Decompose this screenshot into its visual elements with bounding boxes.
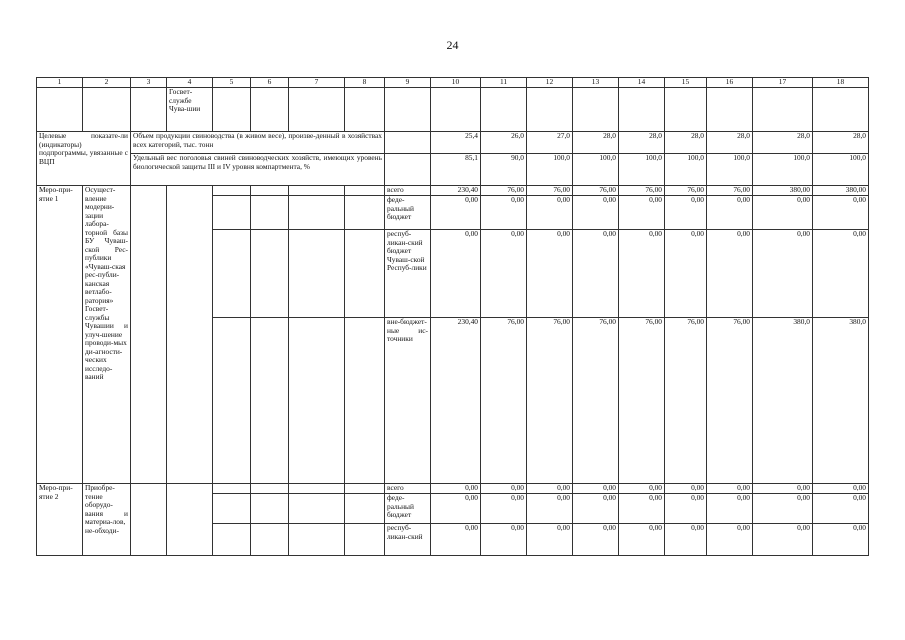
indicator-value: 100,0 bbox=[707, 154, 753, 186]
amount: 0,00 bbox=[813, 196, 869, 230]
amount: 380,00 bbox=[813, 186, 869, 196]
indicator-value: 90,0 bbox=[481, 154, 527, 186]
column-number: 7 bbox=[289, 78, 345, 88]
amount: 76,00 bbox=[619, 318, 665, 484]
indicator-value: 100,0 bbox=[665, 154, 707, 186]
source-name: вне-бюджет-ные ис-точники bbox=[385, 318, 431, 484]
amount: 0,00 bbox=[753, 524, 813, 556]
amount: 0,00 bbox=[619, 494, 665, 524]
amount: 0,00 bbox=[527, 484, 573, 494]
amount: 76,00 bbox=[527, 186, 573, 196]
measure-description: Осущест-вление модерни-зации лабора-торной базы БУ Чуваш-ской Рес-публики «Чуваш-ская рес-публи-канская ветлабо-ратория» Госвет-службы Чувашии и улуч-шение проводи-мых ди-агности-ческих исследо-ваний bbox=[83, 186, 131, 484]
measure-description: Приобре-тение оборудо-вания и материа-лов, не-обходи- bbox=[83, 484, 131, 556]
amount: 0,00 bbox=[573, 524, 619, 556]
amount: 76,00 bbox=[573, 186, 619, 196]
amount: 0,00 bbox=[665, 484, 707, 494]
column-number: 17 bbox=[753, 78, 813, 88]
amount: 0,00 bbox=[665, 196, 707, 230]
amount: 0,00 bbox=[813, 230, 869, 318]
source-name: всего bbox=[385, 186, 431, 196]
indicator-value: 28,0 bbox=[813, 132, 869, 154]
amount: 0,00 bbox=[573, 230, 619, 318]
amount: 0,00 bbox=[753, 230, 813, 318]
measure-label: Меро-при-ятие 1 bbox=[37, 186, 83, 484]
amount: 0,00 bbox=[481, 524, 527, 556]
column-number: 18 bbox=[813, 78, 869, 88]
measure-label: Меро-при-ятие 2 bbox=[37, 484, 83, 556]
amount: 0,00 bbox=[527, 494, 573, 524]
amount: 0,00 bbox=[573, 196, 619, 230]
indicator-value: 28,0 bbox=[619, 132, 665, 154]
source-name: всего bbox=[385, 484, 431, 494]
program-table bbox=[36, 77, 869, 556]
amount: 0,00 bbox=[707, 484, 753, 494]
amount: 0,00 bbox=[481, 196, 527, 230]
amount: 76,00 bbox=[619, 186, 665, 196]
amount: 0,00 bbox=[813, 524, 869, 556]
indicator-value: 100,0 bbox=[753, 154, 813, 186]
amount: 230,40 bbox=[431, 318, 481, 484]
amount: 0,00 bbox=[619, 524, 665, 556]
amount: 0,00 bbox=[753, 196, 813, 230]
amount: 380,0 bbox=[753, 318, 813, 484]
indicator-value: 26,0 bbox=[481, 132, 527, 154]
indicators-label: Целевые показате-ли (индикаторы) подпрограммы, увязанные с ВЦП bbox=[37, 132, 131, 186]
indicator-value: 100,0 bbox=[527, 154, 573, 186]
source-name: феде-ральный бюджет bbox=[385, 196, 431, 230]
amount: 0,00 bbox=[431, 494, 481, 524]
column-number: 8 bbox=[345, 78, 385, 88]
column-number: 11 bbox=[481, 78, 527, 88]
indicator-value: 28,0 bbox=[573, 132, 619, 154]
source-name: респуб-ликан-ский бюджет Чуваш-ской Респуб-лики bbox=[385, 230, 431, 318]
amount: 0,00 bbox=[707, 524, 753, 556]
continued-header-row bbox=[37, 88, 869, 132]
column-number: 14 bbox=[619, 78, 665, 88]
indicator-value: 28,0 bbox=[665, 132, 707, 154]
column-number: 10 bbox=[431, 78, 481, 88]
amount: 0,00 bbox=[481, 230, 527, 318]
column-number-row bbox=[37, 78, 869, 88]
amount: 230,40 bbox=[431, 186, 481, 196]
source-row bbox=[37, 484, 869, 494]
column-number: 15 bbox=[665, 78, 707, 88]
amount: 0,00 bbox=[707, 196, 753, 230]
amount: 0,00 bbox=[431, 230, 481, 318]
column-number: 9 bbox=[385, 78, 431, 88]
source-name: респуб-ликан-ский bbox=[385, 524, 431, 556]
amount: 0,00 bbox=[707, 494, 753, 524]
amount: 0,00 bbox=[481, 494, 527, 524]
indicator-value: 100,0 bbox=[573, 154, 619, 186]
indicator-text: Объем продукции свиноводства (в живом весе), произве-денный в хозяйствах всех категорий, тыс. тонн bbox=[131, 132, 385, 154]
amount: 0,00 bbox=[619, 484, 665, 494]
amount: 0,00 bbox=[665, 494, 707, 524]
amount: 0,00 bbox=[481, 484, 527, 494]
column-number: 12 bbox=[527, 78, 573, 88]
amount: 0,00 bbox=[619, 196, 665, 230]
amount: 380,0 bbox=[813, 318, 869, 484]
indicator-value: 100,0 bbox=[813, 154, 869, 186]
column-number: 2 bbox=[83, 78, 131, 88]
indicator-value: 100,0 bbox=[619, 154, 665, 186]
column-number: 16 bbox=[707, 78, 753, 88]
amount: 0,00 bbox=[665, 524, 707, 556]
indicator-value: 28,0 bbox=[753, 132, 813, 154]
indicator-value: 85,1 bbox=[431, 154, 481, 186]
amount: 0,00 bbox=[527, 230, 573, 318]
column-number: 4 bbox=[167, 78, 213, 88]
column-number: 6 bbox=[251, 78, 289, 88]
amount: 380,00 bbox=[753, 186, 813, 196]
amount: 0,00 bbox=[573, 494, 619, 524]
amount: 0,00 bbox=[813, 484, 869, 494]
amount: 0,00 bbox=[527, 196, 573, 230]
column-number: 3 bbox=[131, 78, 167, 88]
amount: 0,00 bbox=[813, 494, 869, 524]
page-number: 24 bbox=[446, 38, 459, 52]
amount: 0,00 bbox=[431, 524, 481, 556]
amount: 0,00 bbox=[753, 484, 813, 494]
column-number: 13 bbox=[573, 78, 619, 88]
amount: 0,00 bbox=[573, 484, 619, 494]
amount: 76,00 bbox=[665, 318, 707, 484]
amount: 0,00 bbox=[527, 524, 573, 556]
source-row bbox=[37, 186, 869, 196]
indicator-value: 28,0 bbox=[707, 132, 753, 154]
amount: 76,00 bbox=[527, 318, 573, 484]
executor-cell: Госвет-службе Чува-шии bbox=[167, 88, 213, 132]
amount: 0,00 bbox=[431, 484, 481, 494]
amount: 76,00 bbox=[707, 318, 753, 484]
amount: 76,00 bbox=[481, 186, 527, 196]
indicator-row bbox=[37, 154, 869, 186]
amount: 0,00 bbox=[665, 230, 707, 318]
amount: 0,00 bbox=[753, 494, 813, 524]
amount: 76,00 bbox=[665, 186, 707, 196]
column-number: 5 bbox=[213, 78, 251, 88]
amount: 0,00 bbox=[431, 196, 481, 230]
indicator-value: 27,0 bbox=[527, 132, 573, 154]
column-number: 1 bbox=[37, 78, 83, 88]
amount: 76,00 bbox=[707, 186, 753, 196]
amount: 0,00 bbox=[707, 230, 753, 318]
indicator-row bbox=[37, 132, 869, 154]
indicator-text: Удельный вес поголовья свиней свиноводческих хозяйств, имеющих уровень биологической защиты III и IV уровня компартмента, % bbox=[131, 154, 385, 186]
source-name: феде-ральный бюджет bbox=[385, 494, 431, 524]
amount: 76,00 bbox=[481, 318, 527, 484]
indicator-value: 25,4 bbox=[431, 132, 481, 154]
amount: 0,00 bbox=[619, 230, 665, 318]
amount: 76,00 bbox=[573, 318, 619, 484]
